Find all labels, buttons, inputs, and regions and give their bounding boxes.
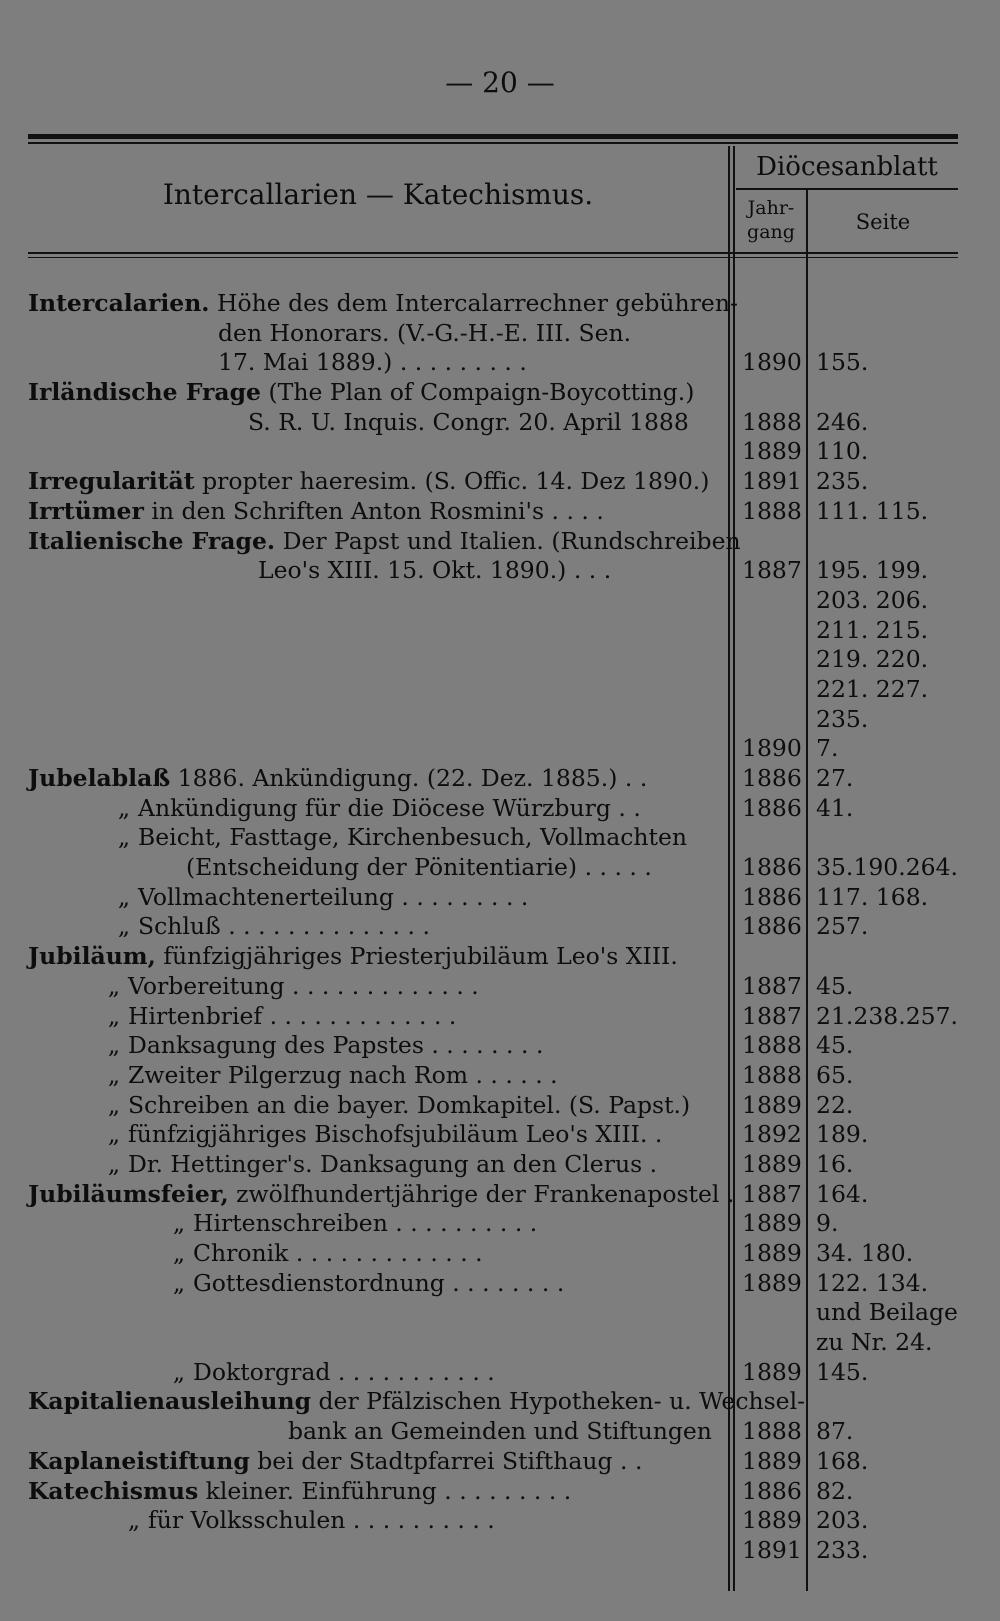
- seite-heading: Seite: [855, 210, 911, 234]
- jahrgang-cell: 1887: [742, 971, 802, 1000]
- entry-description: Doktorgrad: [193, 1357, 331, 1386]
- table-row: [28, 1150, 968, 1180]
- table-row: [28, 734, 968, 764]
- jahrgang-cell: 1886: [742, 853, 802, 882]
- table-row: [28, 764, 968, 794]
- entry-description: zwölfhundertjährige der Frankenapostel: [228, 1179, 720, 1208]
- leader-dots: . . . . . . . .: [423, 1031, 544, 1060]
- seite-cell: 246.: [816, 407, 869, 436]
- jahrgang-cell: 1888: [742, 1031, 802, 1060]
- entry-headword: Kaplaneistiftung: [28, 1446, 250, 1475]
- ditto-mark: „: [107, 1031, 120, 1060]
- ditto-mark: „: [107, 1090, 120, 1119]
- ditto-mark: „: [107, 1001, 120, 1030]
- seite-cell: 111. 115.: [816, 496, 929, 525]
- table-row: [28, 1091, 968, 1121]
- seite-cell: 7.: [816, 734, 839, 763]
- entry-text: [28, 1506, 790, 1536]
- leader-dots: . . . . . . . . . . . . .: [284, 971, 479, 1000]
- seite-cell: 203. 206.: [816, 585, 929, 614]
- table-row: [28, 1239, 968, 1269]
- table-row: [28, 586, 968, 616]
- leader-dots: . . . . . . . .: [444, 1268, 565, 1297]
- seite-cell: 233.: [816, 1535, 869, 1564]
- entry-description: Beicht, Fasttage, Kirchenbesuch, Vollmachten: [138, 823, 688, 852]
- table-row: [28, 1061, 968, 1091]
- leader-dots: . . . . . . . . . . . . . .: [220, 912, 430, 941]
- entry-text: [28, 1150, 770, 1180]
- seite-cell: 235.: [816, 467, 869, 496]
- seite-cell: 34. 180.: [816, 1239, 914, 1267]
- jahrgang-cell: 1889: [742, 1446, 802, 1475]
- seite-cell: 122. 134.: [816, 1268, 929, 1297]
- entry-text: [28, 1002, 770, 1032]
- table-row: [28, 1536, 968, 1566]
- leader-dots: .: [642, 1149, 658, 1178]
- entry-headword: Italienische Frage.: [28, 526, 276, 555]
- entry-description: bank an Gemeinden und Stiftungen: [288, 1417, 712, 1446]
- seite-cell: 203.: [816, 1506, 869, 1535]
- entry-text: [28, 1179, 735, 1210]
- table-row: [28, 348, 968, 378]
- jahrgang-cell: 1886: [742, 882, 802, 911]
- table-row: [28, 1298, 968, 1328]
- entry-description: in den Schriften Anton Rosmini's: [143, 496, 545, 525]
- leader-dots: . .: [610, 793, 641, 822]
- entry-description: Danksagung des Papstes: [128, 1031, 424, 1060]
- entry-text: [28, 378, 718, 408]
- table-title: Intercallarien — Katechismus.: [162, 178, 594, 211]
- jahrgang-cell: 1889: [742, 1268, 802, 1297]
- entry-headword: Intercalarien.: [28, 289, 210, 317]
- entry-description: Schluß: [138, 912, 221, 941]
- jahrgang-cell: 1890: [742, 348, 802, 377]
- table-row: [28, 823, 968, 853]
- ditto-mark: „: [172, 1357, 185, 1386]
- top-rule: [28, 134, 958, 139]
- entry-description: Gottesdienstordnung: [193, 1268, 445, 1297]
- jahrgang-cell: 1888: [742, 1417, 802, 1446]
- entry-text: [28, 1031, 770, 1061]
- leader-dots: . . . . . . . . . . .: [330, 1357, 495, 1386]
- leader-dots: . . . . . . . . . .: [345, 1506, 495, 1535]
- seite-cell: 41.: [816, 793, 854, 822]
- entry-text: [28, 1209, 835, 1239]
- header-bottom-rule: [28, 252, 958, 254]
- table-row: [28, 408, 968, 438]
- entry-headword: Jubelablaß: [28, 764, 171, 792]
- header-right: [736, 146, 958, 252]
- table-row: [28, 1269, 968, 1299]
- seite-cell: 155.: [816, 348, 869, 377]
- entry-description: kleiner. Einführung: [198, 1476, 437, 1505]
- jahrgang-cell: 1889: [742, 1149, 802, 1178]
- table-row: [28, 527, 968, 557]
- leader-dots: . . . . .: [577, 853, 652, 882]
- seite-cell: 221. 227.: [816, 674, 929, 703]
- seite-cell: 35.190.264.: [816, 853, 959, 882]
- table-row: [28, 1120, 968, 1150]
- entry-headword: Kapitalienausleihung: [28, 1387, 312, 1416]
- jahrgang-cell: 1886: [742, 912, 802, 941]
- table-row: [28, 972, 968, 1002]
- seite-cell: 257.: [816, 912, 869, 941]
- jahrgang-cell: 1889: [742, 437, 802, 466]
- entry-description: (The Plan of Compaign-Boycotting.): [261, 378, 695, 407]
- seite-cell: 195. 199.: [816, 556, 929, 585]
- jahrgang-cell: 1886: [742, 1476, 802, 1505]
- ditto-mark: „: [107, 1060, 120, 1089]
- seite-cell: 16.: [816, 1149, 854, 1178]
- ditto-mark: „: [117, 793, 130, 822]
- jahrgang-cell: 1886: [742, 793, 802, 822]
- seite-cell: 45.: [816, 971, 854, 1000]
- entry-text: [28, 1447, 718, 1477]
- ditto-mark: „: [107, 1149, 120, 1178]
- entry-headword: Katechismus: [28, 1476, 199, 1505]
- table-row: [28, 883, 968, 913]
- leader-dots: . . . . . . . . .: [436, 1476, 572, 1505]
- seite-cell: 65.: [816, 1060, 854, 1089]
- leader-dots: . . . . . . . . . . . . .: [288, 1239, 483, 1267]
- entry-text: [28, 1358, 835, 1388]
- leader-dots: . . . .: [544, 496, 604, 525]
- table-row: [28, 1387, 968, 1417]
- entry-description: Leo's XIII. 15. Okt. 1890.): [258, 556, 567, 585]
- entry-description: Höhe des dem Intercalarrechner gebühren-: [209, 289, 738, 317]
- table-row: [28, 794, 968, 824]
- entry-headword: Jubiläumsfeier,: [28, 1179, 229, 1208]
- entry-headword: Irregularität: [28, 467, 195, 496]
- ditto-mark: „: [117, 823, 130, 852]
- ditto-mark: „: [127, 1506, 140, 1535]
- seite-cell: 21.238.257.: [816, 1001, 959, 1030]
- ditto-mark: „: [117, 882, 130, 911]
- leader-dots: . . . . . .: [468, 1060, 558, 1089]
- table-row: [28, 437, 968, 467]
- table-row: [28, 1358, 968, 1388]
- jahrgang-cell: 1888: [742, 496, 802, 525]
- entry-description: S. R. U. Inquis. Congr. 20. April 1888: [248, 407, 689, 436]
- entry-description: 1886. Ankündigung. (22. Dez. 1885.): [170, 764, 618, 792]
- seite-cell: 168.: [816, 1446, 869, 1475]
- entry-description: propter haeresim. (S. Offic. 14. Dez 1890.): [194, 467, 710, 496]
- entry-description: Dr. Hettinger's. Danksagung an den Clerus: [128, 1149, 643, 1178]
- table-row: [28, 645, 968, 675]
- table-row: [28, 1031, 968, 1061]
- jahrgang-cell: 1889: [742, 1090, 802, 1119]
- entry-description: fünfzigjähriges Priesterjubiläum Leo's XIII.: [155, 942, 678, 971]
- jahrgang-cell: 1886: [742, 764, 802, 792]
- seite-cell: 82.: [816, 1476, 854, 1505]
- seite-cell: 189.: [816, 1120, 869, 1149]
- leader-dots: . . . . . . . . . . . . .: [262, 1001, 457, 1030]
- entry-text: [28, 1269, 835, 1299]
- entry-description: für Volksschulen: [148, 1506, 346, 1535]
- header-bottom-rule-thin: [28, 257, 958, 258]
- table-row: [28, 675, 968, 705]
- jahrgang-cell: 1889: [742, 1209, 802, 1238]
- jahrgang-cell: 1891: [742, 467, 802, 496]
- entry-text: [28, 1387, 806, 1417]
- seite-cell: 9.: [816, 1209, 839, 1238]
- table-row: [28, 942, 968, 972]
- table-row: [28, 1447, 968, 1477]
- table-row: [28, 556, 968, 586]
- leader-dots: . .: [612, 1446, 643, 1475]
- entry-text: [28, 289, 738, 319]
- entry-text: [28, 823, 780, 853]
- dioecesanblatt-heading: Diöcesanblatt: [756, 152, 938, 182]
- entry-headword: Irrtümer: [28, 496, 144, 525]
- entry-description: Chronik: [193, 1239, 289, 1267]
- entry-text: [28, 883, 780, 913]
- jahrgang-cell: 1892: [742, 1120, 802, 1149]
- header-underline: [736, 188, 958, 190]
- entry-text: [28, 1091, 770, 1121]
- jahrgang-cell: 1889: [742, 1506, 802, 1535]
- entry-text: [28, 912, 780, 942]
- ditto-mark: „: [172, 1239, 185, 1267]
- entry-text: [28, 1120, 770, 1150]
- entry-text: [28, 1477, 718, 1507]
- table-row: [28, 1477, 968, 1507]
- entry-description: den Honorars. (V.-G.-H.-E. III. Sen.: [218, 318, 632, 347]
- jahrgang-cell: 1889: [742, 1239, 802, 1267]
- entry-description: Schreiben an die bayer. Domkapitel. (S. Papst.): [128, 1090, 691, 1119]
- leader-dots: . . . . . . . . .: [392, 348, 527, 377]
- entry-description: bei der Stadtpfarrei Stifthaug: [249, 1446, 613, 1475]
- page-number: — 20 —: [445, 66, 555, 99]
- jahrgang-cell: 1890: [742, 734, 802, 763]
- entry-text: [28, 794, 780, 824]
- entry-description: (Entscheidung der Pönitentiarie): [186, 853, 578, 882]
- ditto-mark: „: [172, 1268, 185, 1297]
- seite-cell: 22.: [816, 1090, 854, 1119]
- entry-text: [28, 526, 741, 557]
- entry-description: der Pfälzischen Hypotheken- u. Wechsel-: [311, 1387, 806, 1416]
- seite-cell: und Beilage: [816, 1298, 958, 1327]
- table-row: [28, 497, 968, 527]
- leader-dots: . . . . . . . . . .: [387, 1209, 538, 1238]
- table-row: [28, 1180, 968, 1210]
- table-row: [28, 378, 968, 408]
- leader-dots: . .: [617, 764, 648, 792]
- table-row: [28, 1209, 968, 1239]
- jahrgang-cell: 1887: [742, 1001, 802, 1030]
- seite-cell: 110.: [816, 437, 869, 466]
- entry-description: Vollmachtenerteilung: [138, 882, 394, 911]
- seite-cell: 235.: [816, 704, 869, 733]
- seite-cell: 45.: [816, 1031, 854, 1060]
- table-row: [28, 289, 968, 319]
- seite-cell: 27.: [816, 764, 854, 792]
- ditto-mark: „: [172, 1209, 185, 1238]
- seite-cell: zu Nr. 24.: [816, 1328, 933, 1357]
- jahrgang-cell: 1887: [742, 556, 802, 585]
- entry-text: [28, 319, 908, 349]
- entry-description: Hirtenbrief: [128, 1001, 263, 1030]
- table-row: [28, 467, 968, 497]
- seite-cell: 219. 220.: [816, 645, 929, 674]
- entry-description: Der Papst und Italien. (Rundschreiben: [275, 526, 741, 555]
- entry-text: [28, 497, 718, 527]
- leader-dots: .: [719, 1179, 735, 1208]
- table-row: [28, 705, 968, 735]
- jahrgang-cell: 1888: [742, 1060, 802, 1089]
- table-row: [28, 319, 968, 349]
- entry-description: fünfzigjähriges Bischofsjubiläum Leo's XIII.: [128, 1120, 648, 1149]
- entry-text: [28, 467, 718, 497]
- entry-text: [28, 972, 770, 1002]
- entry-headword: Jubiläum,: [28, 942, 156, 971]
- leader-dots: . . .: [566, 556, 612, 585]
- entry-text: [28, 1239, 835, 1269]
- table-row: [28, 616, 968, 646]
- jahrgang-cell: 1888: [742, 407, 802, 436]
- jahrgang-cell: 1889: [742, 1357, 802, 1386]
- leader-dots: . . . . . . . . .: [393, 882, 529, 911]
- leader-dots: .: [647, 1120, 663, 1149]
- seite-cell: 117. 168.: [816, 882, 929, 911]
- jahrgang-cell: 1891: [742, 1535, 802, 1564]
- entry-description: Hirtenschreiben: [193, 1209, 388, 1238]
- entry-text: [28, 942, 718, 972]
- table-row: [28, 912, 968, 942]
- ditto-mark: „: [107, 971, 120, 1000]
- seite-cell: 164.: [816, 1179, 869, 1208]
- seite-cell: 145.: [816, 1357, 869, 1386]
- seite-cell: 211. 215.: [816, 615, 929, 644]
- index-rows: [28, 289, 968, 1566]
- table-row: [28, 1417, 968, 1447]
- entry-description: Ankündigung für die Diöcese Würzburg: [138, 793, 611, 822]
- entry-text: [28, 764, 718, 794]
- ditto-mark: „: [107, 1120, 120, 1149]
- seite-cell: 87.: [816, 1417, 854, 1446]
- table-row: [28, 853, 968, 883]
- entry-text: [28, 1061, 770, 1091]
- entry-text: [28, 556, 948, 586]
- table-row: [28, 1328, 968, 1358]
- entry-description: Vorbereitung: [128, 971, 285, 1000]
- jahrgang-cell: 1887: [742, 1179, 802, 1208]
- entry-description: Zweiter Pilgerzug nach Rom: [128, 1060, 469, 1089]
- table-row: [28, 1002, 968, 1032]
- ditto-mark: „: [117, 912, 130, 941]
- table-row: [28, 1506, 968, 1536]
- entry-headword: Irländische Frage: [28, 378, 261, 407]
- top-rule-thin: [28, 142, 958, 144]
- entry-description: 17. Mai 1889.): [218, 348, 393, 377]
- jahrgang-heading: Jahr- gang: [747, 197, 795, 243]
